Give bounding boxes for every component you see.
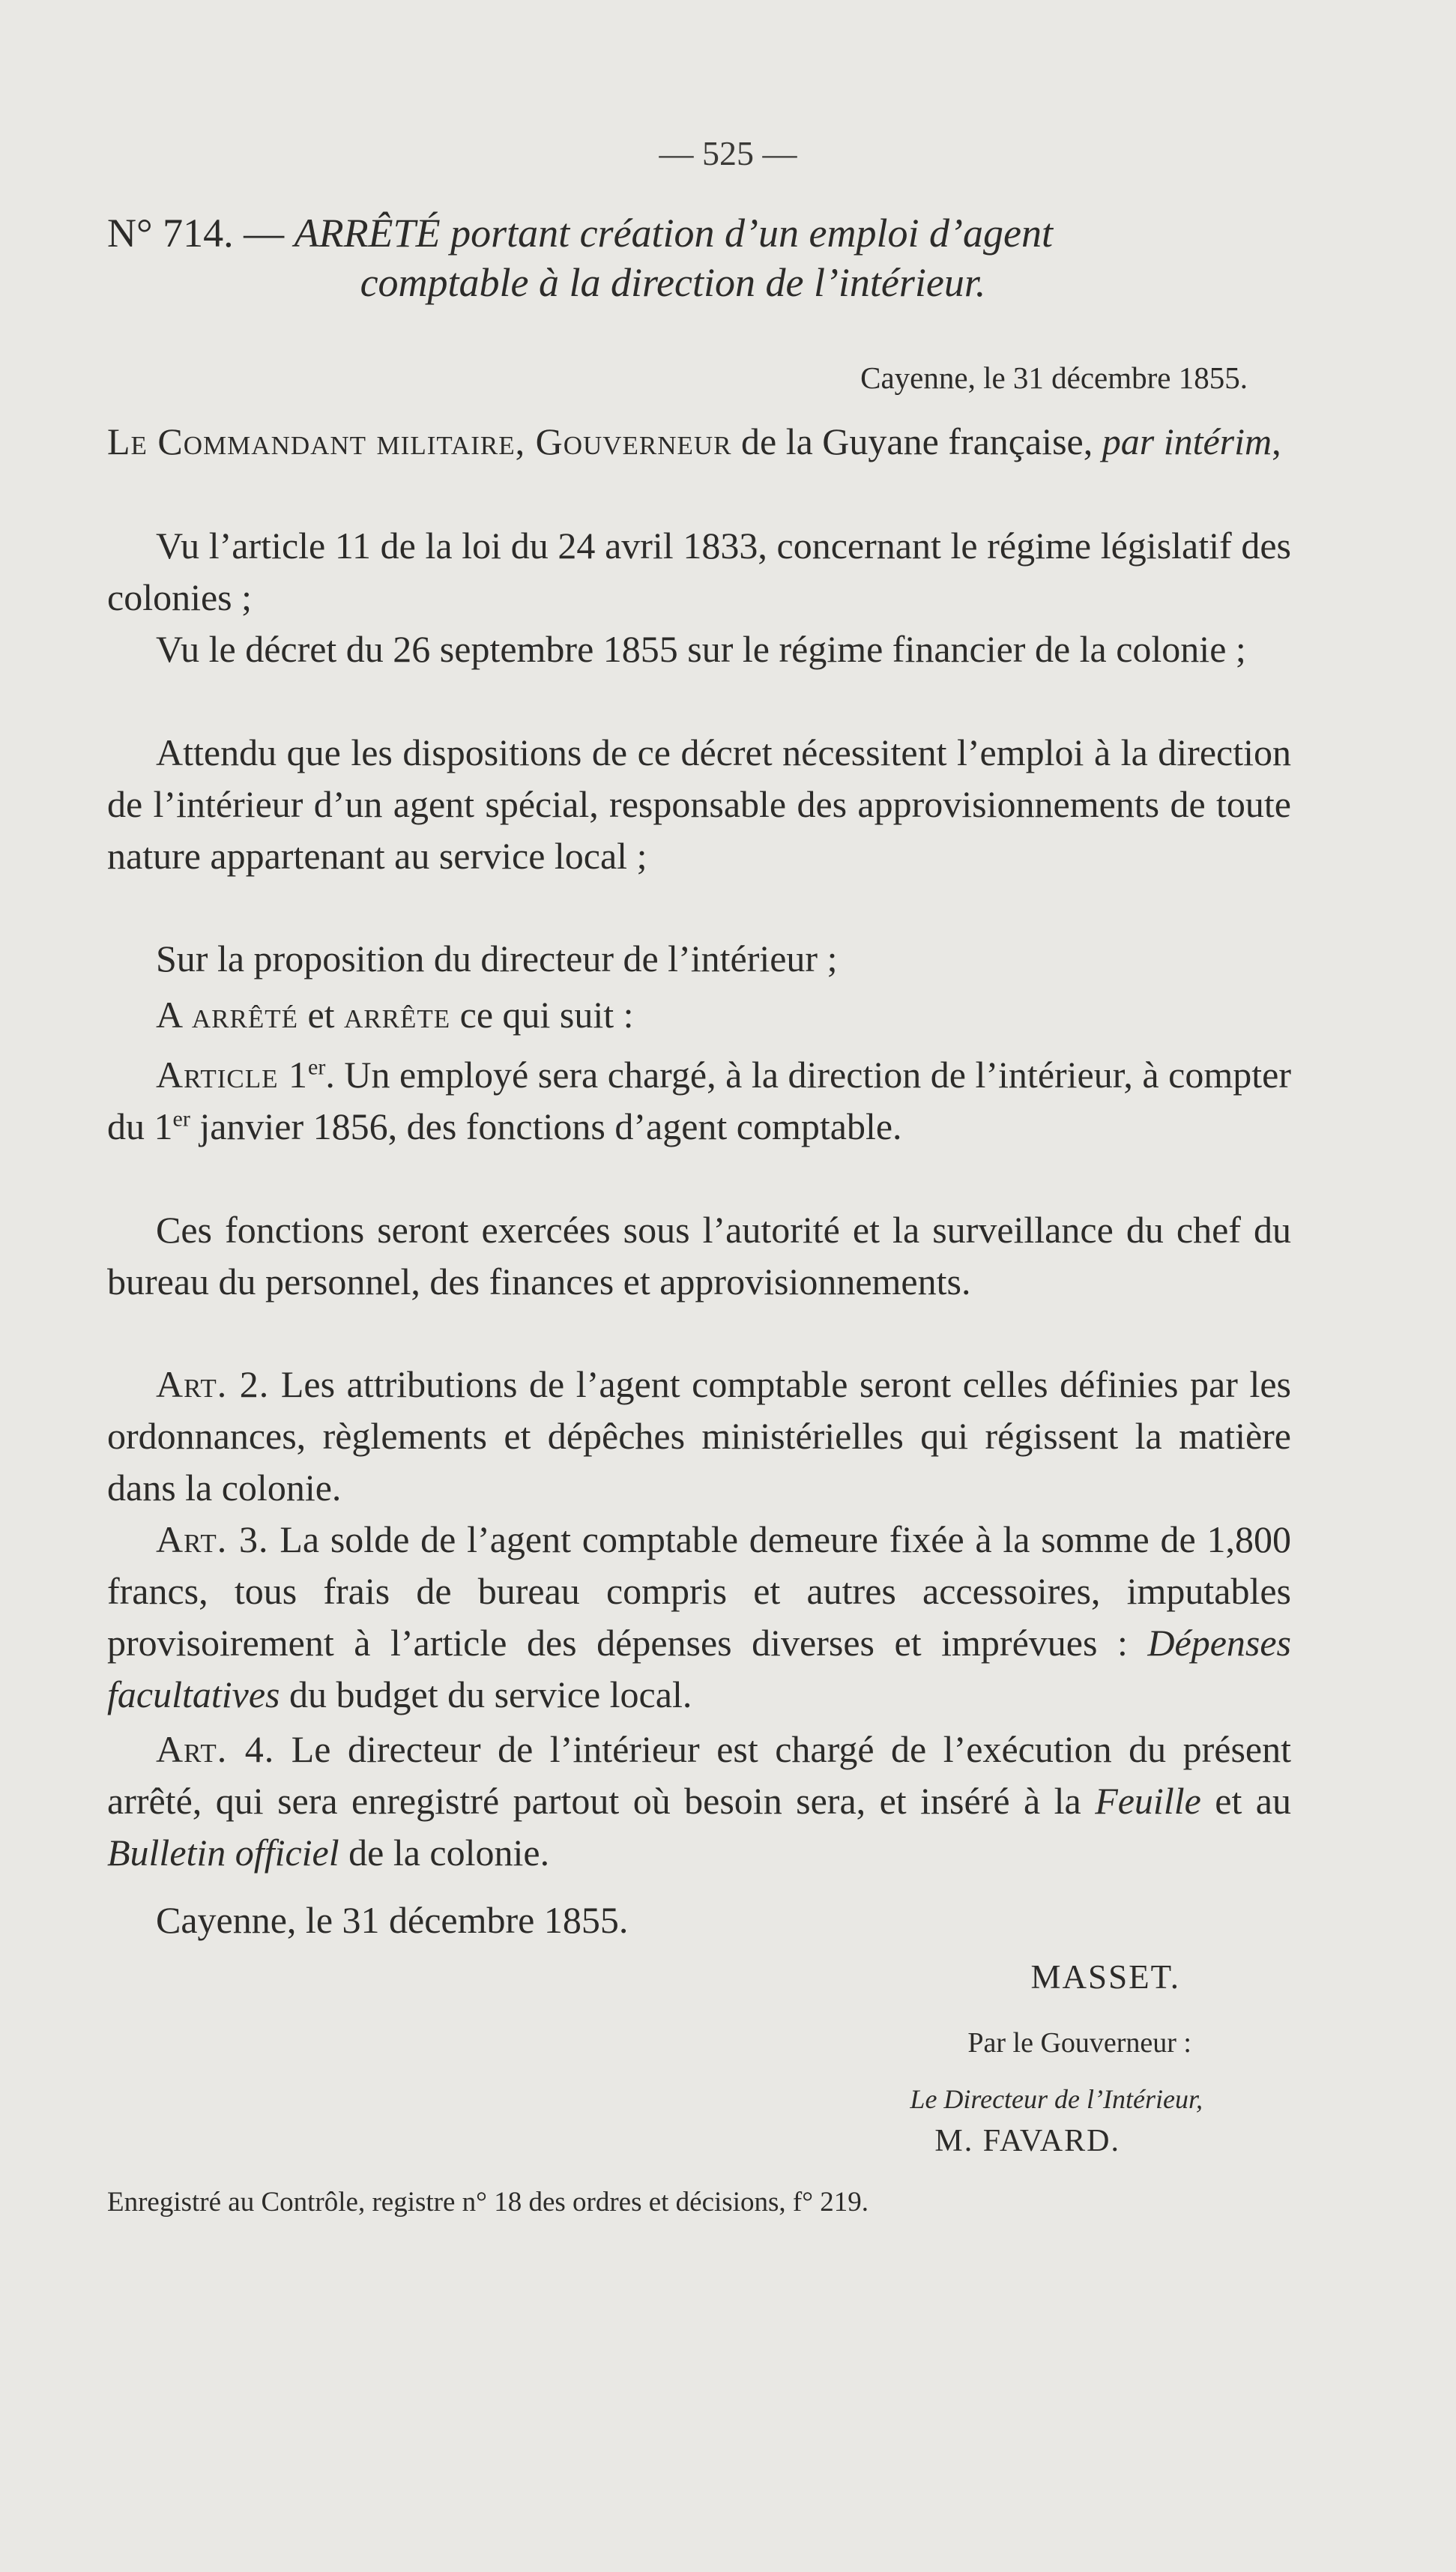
article-1-label: Article 1 [156, 1054, 309, 1096]
article-1-sup2: er [172, 1106, 190, 1132]
article-4-label: Art. 4. [156, 1728, 275, 1770]
article-3-label: Art. 3. [156, 1518, 269, 1560]
signer-name: MASSET. [1030, 1958, 1180, 1996]
article-2-text: Les attributions de l’agent comptable seront celles définies par les ordonnances, règlements et dépêches ministérielles qui régissent la matière dans la colonie. [107, 1363, 1291, 1509]
directeur-title: Le Directeur de l’Intérieur, [910, 2084, 1203, 2114]
page-number: — 525 — [659, 134, 797, 172]
vu-decret-paragraph [107, 624, 1291, 675]
title-line2: comptable à la direction de l’intérieur. [360, 260, 986, 305]
decree-number: N° 714. [107, 211, 234, 256]
article-4-text-a: Le directeur de l’intérieur est chargé de l’exécution du présent arrêté, qui sera enregistré partout où besoin sera, et inséré à la [107, 1728, 1291, 1822]
article-1-text-b: janvier 1856, des fonctions d’agent comptable. [190, 1105, 902, 1147]
document-title [107, 208, 1284, 307]
article-4 [107, 1724, 1291, 1879]
directeur-name: M. FAVARD. [934, 2124, 1120, 2158]
closing-place-date: Cayenne, le 31 décembre 1855. [156, 1899, 629, 1941]
vu-loi-text: Vu l’article 11 de la loi du 24 avril 1833, concernant le régime législatif des colonies ; [107, 525, 1291, 618]
preamble-lead: Le Commandant militaire, Gouverneur [107, 420, 732, 462]
arrete-paragraph [107, 989, 1291, 1041]
preamble-rest: de la Guyane française, [731, 420, 1102, 462]
arrete-suffix: ce qui suit : [450, 994, 634, 1036]
par-le-gouverneur: Par le Gouverneur : [967, 2027, 1191, 2059]
article-4-text-c: de la colonie. [339, 1832, 550, 1874]
article-1 [107, 1049, 1291, 1153]
title-heading: ARRÊTÉ [294, 211, 441, 256]
vu-loi-paragraph [107, 520, 1291, 624]
title-dash: — [233, 211, 294, 256]
place-date: Cayenne, le 31 décembre 1855. [860, 360, 1248, 395]
fonctions-text: Ces fonctions seront exercées sous l’autorité et la surveillance du chef du bureau du personnel, des finances et approvisionnements. [107, 1209, 1291, 1302]
preamble-paragraph [107, 416, 1291, 468]
vu-decret-text: Vu le décret du 26 septembre 1855 sur le régime financier de la colonie ; [156, 628, 1246, 670]
article-1-text-a: . Un employé sera chargé, à la direction de l’intérieur, à compter du 1 [107, 1054, 1291, 1147]
fonctions-paragraph [107, 1204, 1291, 1308]
preamble-end: , [1272, 420, 1281, 462]
article-2 [107, 1359, 1291, 1514]
article-4-text-b: et au [1200, 1780, 1291, 1822]
article-3 [107, 1514, 1291, 1721]
registration-note: Enregistré au Contrôle, registre n° 18 des ordres et décisions, f° 219. [107, 2187, 869, 2218]
article-3-text-b: du budget du service local. [280, 1673, 692, 1715]
article-3-italic: Dépenses facultatives [107, 1622, 1291, 1715]
a-arrete-label: A arrêté [156, 994, 298, 1036]
title-line1-rest: portant création d’un emploi d’agent [450, 211, 1053, 256]
article-2-label: Art. 2. [156, 1363, 270, 1405]
proposition-paragraph [107, 933, 1291, 985]
attendu-text: Attendu que les dispositions de ce décret nécessitent l’emploi à la direction de l’intérieur d’un agent spécial, responsable des approvisionnements de toute nature appartenant au service local ; [107, 731, 1291, 877]
article-3-text-a: La solde de l’agent comptable demeure fixée à la somme de 1,800 francs, tous frais de bureau compris et autres accessoires, imputables provisoirement à l’article des dépenses diverses et imprévues : [107, 1518, 1291, 1664]
proposition-text: Sur la proposition du directeur de l’intérieur ; [156, 938, 838, 979]
arrete-label: arrête [344, 994, 451, 1036]
article-4-italic-feuille: Feuille [1095, 1780, 1201, 1822]
article-4-italic-bulletin: Bulletin officiel [107, 1832, 339, 1874]
arrete-conj: et [297, 994, 345, 1036]
attendu-paragraph [107, 727, 1291, 882]
article-1-sup: er [308, 1054, 326, 1080]
preamble-italic: par intérim [1102, 420, 1272, 462]
